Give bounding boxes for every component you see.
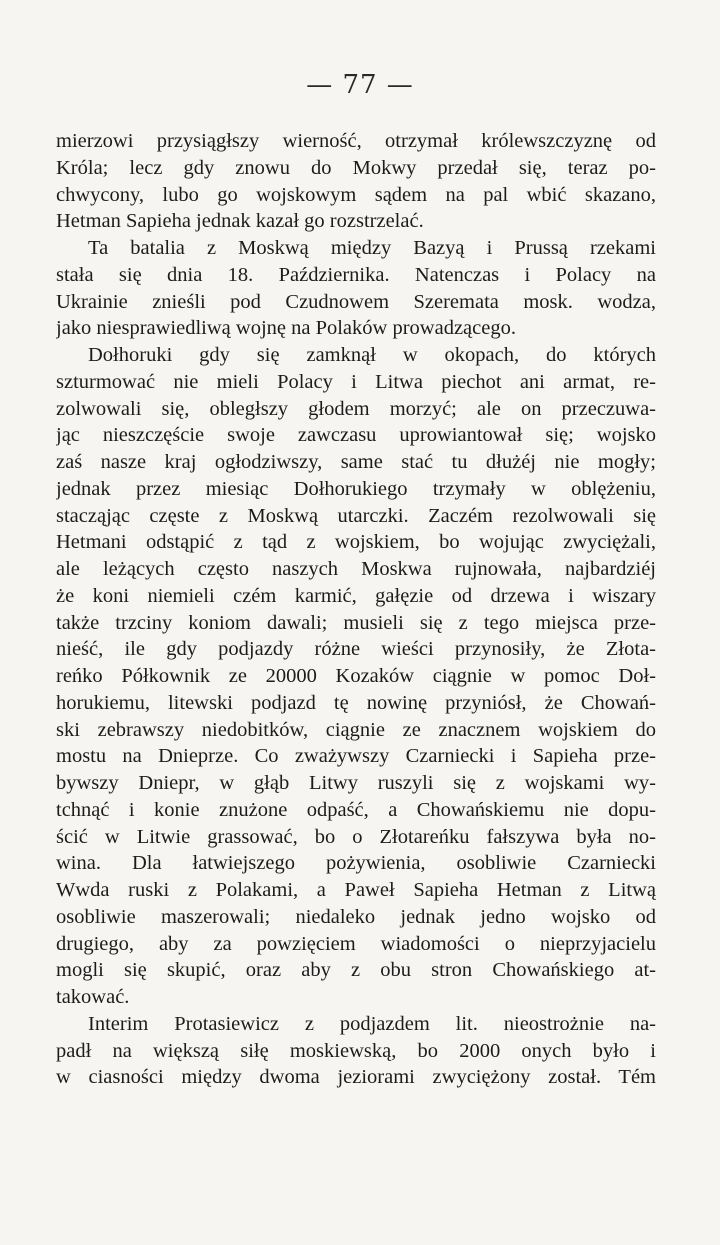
text-line: jako niesprawiedliwą wojnę na Polaków prowadzącego. — [56, 317, 516, 340]
text-line: Ukrainie znieśli pod Czudnowem Szeremata mosk. wodza, — [56, 290, 656, 313]
text-line: ścić w Litwie grassować, bo o Złotareńku fałszywa była no- — [56, 825, 656, 848]
text-line: Króla; lecz gdy znowu do Mokwy przedał się, teraz po- — [56, 156, 656, 179]
text-line: Hetman Sapieha jednak kazał go rozstrzelać. — [56, 210, 424, 233]
text-line: drugiego, aby za powzięciem wiadomości o nieprzyjacielu — [56, 932, 656, 955]
text-line: jąc nieszczęście swoje zawczasu uprowiantował się; wojsko — [56, 424, 656, 447]
text-line: ski zebrawszy niedobitków, ciągnie ze znacznem wojskiem do — [56, 718, 656, 741]
page-number: — 77 — — [306, 70, 414, 100]
text-line: szturmować nie mieli Polacy i Litwa piechot ani armat, re- — [56, 370, 656, 393]
text-line: stała się dnia 18. Października. Natenczas i Polacy na — [56, 263, 656, 286]
text-line: jednak przez miesiąc Dołhorukiego trzymały w oblężeniu, — [56, 477, 656, 500]
text-line: osobliwie maszerowali; niedaleko jednak jedno wojsko od — [56, 905, 656, 928]
text-line: Hetmani odstąpić z tąd z wojskiem, bo wojując zwyciężali, — [56, 531, 656, 554]
text-line: mostu na Dnieprze. Co zważywszy Czarniecki i Sapieha prze- — [56, 745, 656, 768]
text-line: Ta batalia z Moskwą między Bazyą i Prussą rzekami — [88, 237, 656, 259]
text-line: bywszy Dniepr, w głąb Litwy ruszyli się z wojskami wy- — [56, 772, 656, 794]
text-line: że koni niemieli czém karmić, gałęzie od drzewa i wiszary — [56, 584, 656, 607]
text-line: zaś nasze kraj ogłodziwszy, same stać tu dłużéj nie mogły; — [56, 451, 656, 473]
text-line: nieść, ile gdy podjazdy różne wieści przynosiły, że Złota- — [56, 638, 656, 661]
text-line: chwycony, lubo go wojskowym sądem na pal wbić skazano, — [56, 183, 656, 206]
text-line: tchnąć i konie znużone odpaść, a Chowańskiemu nie dopu- — [56, 798, 656, 821]
text-line: padł na większą siłę moskiewską, bo 2000 onych było i — [56, 1039, 656, 1062]
text-line: horukiemu, litewski podjazd tę nowinę przyniósł, że Chowań- — [56, 691, 656, 714]
text-line: także trzciny koniom dawali; musieli się z tego miejsca prze- — [56, 611, 656, 634]
text-line: mogli się skupić, oraz aby z obu stron Chowańskiego at- — [56, 959, 656, 982]
text-line: Interim Protasiewicz z podjazdem lit. nieostrożnie na- — [88, 1012, 656, 1035]
text-line: reńko Półkownik ze 20000 Kozaków ciągnie w pomoc Doł- — [56, 665, 656, 687]
text-line: zolwowali się, obległszy głodem morzyć; ale on przeczuwa- — [56, 397, 656, 420]
text-line: stacząjąc częste z Moskwą utarczki. Zaczém rezolwowali się — [56, 504, 656, 527]
text-line: mierzowi przysiągłszy wierność, otrzymał królewszczyznę od — [56, 130, 656, 152]
text-line: takować. — [56, 986, 130, 1008]
text-line: ale leżących często naszych Moskwa rujnowała, najbardziéj — [56, 558, 656, 580]
text-line: Wwda ruski z Polakami, a Paweł Sapieha Hetman z Litwą — [56, 879, 656, 901]
text-line: wina. Dla łatwiejszego pożywienia, osobliwie Czarniecki — [56, 852, 656, 875]
text-line: Dołhoruki gdy się zamknął w okopach, do których — [88, 344, 656, 366]
text-line: w ciasności między dwoma jeziorami zwyciężony został. Tém — [56, 1066, 656, 1089]
body-text — [56, 128, 656, 1091]
